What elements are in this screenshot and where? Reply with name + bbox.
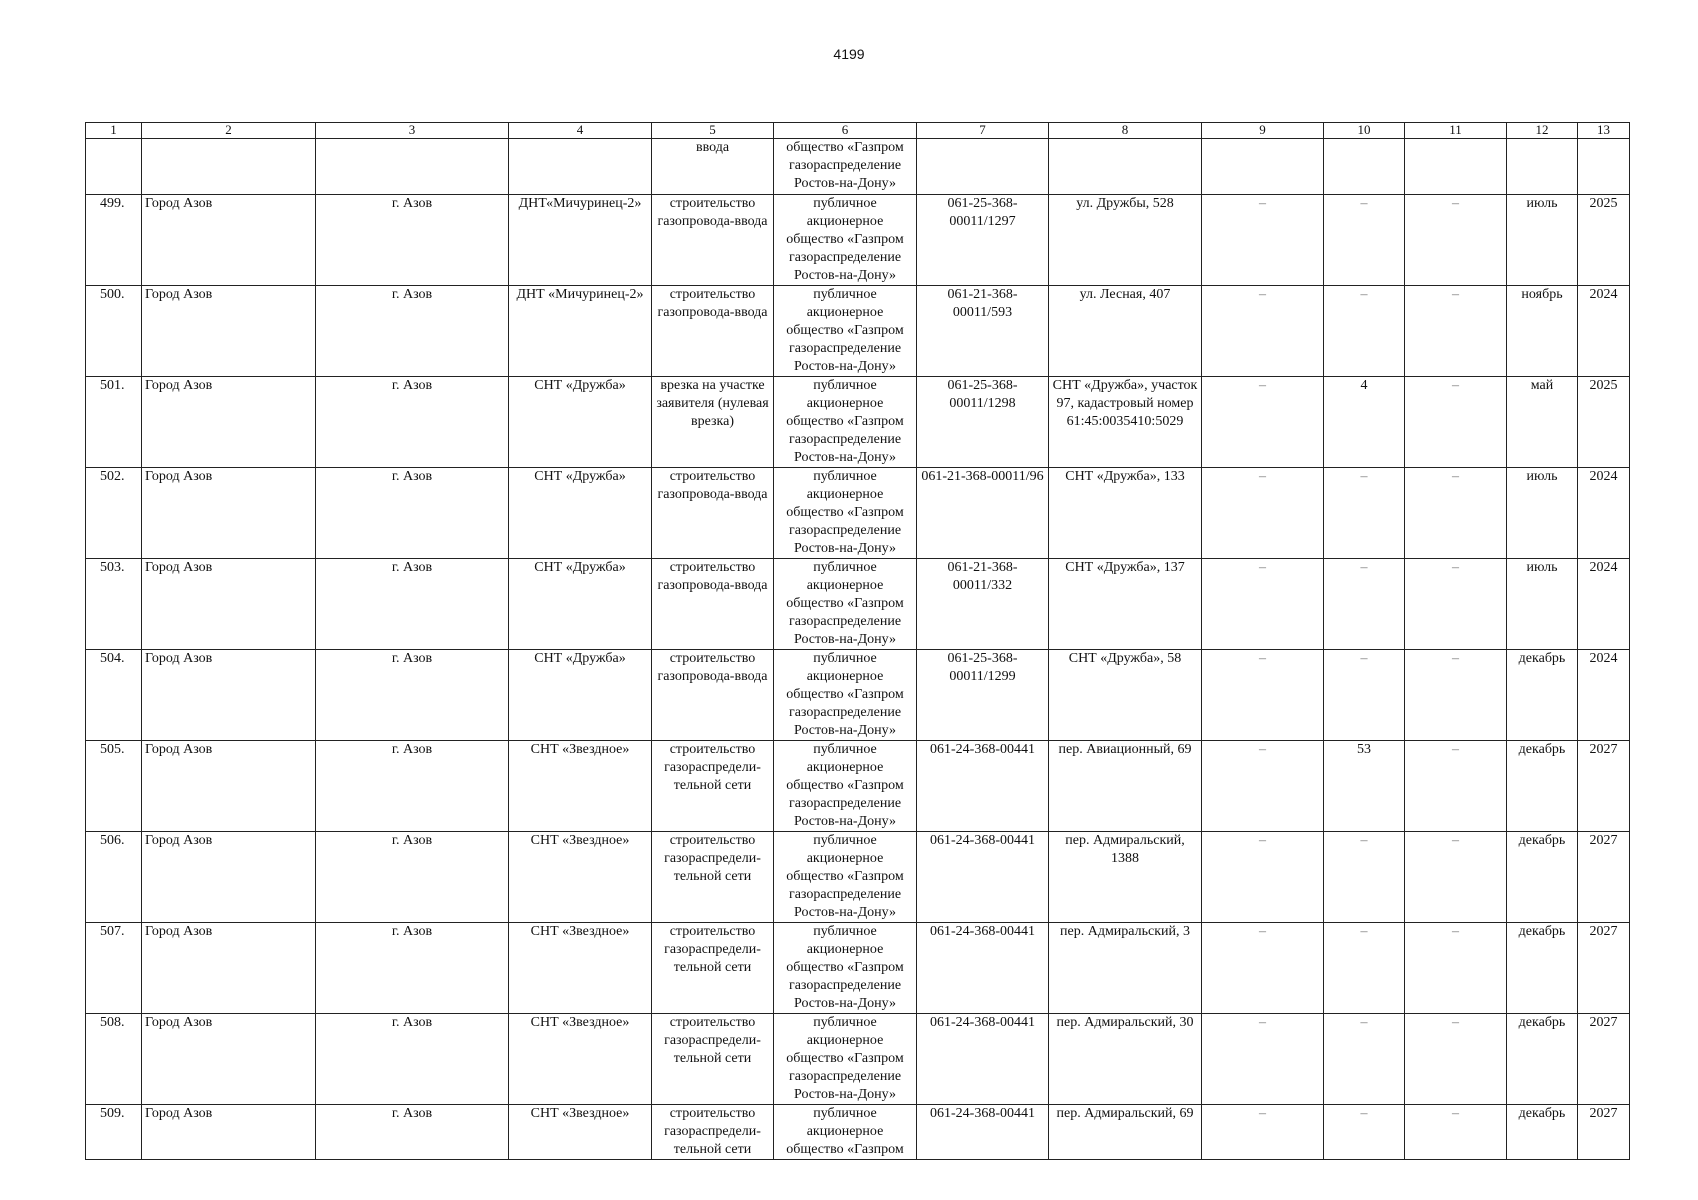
cell-col9: –	[1202, 377, 1324, 468]
cell-organization: публичное акционерное общество «Газпром газораспределение Ростов-на-Дону»	[774, 832, 917, 923]
cell-settlement: г. Азов	[316, 195, 509, 286]
cell-year: 2027	[1578, 1014, 1630, 1105]
cell-settlement: г. Азов	[316, 923, 509, 1014]
cell-settlement: г. Азов	[316, 377, 509, 468]
cell-col9: –	[1202, 1014, 1324, 1105]
cell-organization: общество «Газпром газораспределение Ростов-на-Дону»	[774, 139, 917, 195]
cell-year: 2025	[1578, 195, 1630, 286]
cell-object: СНТ «Звездное»	[509, 741, 652, 832]
cell-municipality: Город Азов	[142, 741, 316, 832]
cell-address: СНТ «Дружба», 58	[1049, 650, 1202, 741]
column-header-13: 13	[1578, 123, 1630, 139]
cell-work: строительство газопровода-ввода	[652, 650, 774, 741]
cell-object: СНТ «Дружба»	[509, 559, 652, 650]
column-header-3: 3	[316, 123, 509, 139]
column-header-4: 4	[509, 123, 652, 139]
cell-year: 2024	[1578, 650, 1630, 741]
continuation-row	[86, 139, 1630, 195]
cell-object: СНТ «Дружба»	[509, 377, 652, 468]
cell-month: декабрь	[1507, 650, 1578, 741]
table-row	[86, 741, 1630, 832]
cell-year: 2025	[1578, 377, 1630, 468]
cell-object: СНТ «Звездное»	[509, 832, 652, 923]
cell-col11: –	[1405, 195, 1507, 286]
cell-object: СНТ «Звездное»	[509, 923, 652, 1014]
cell-col9: –	[1202, 650, 1324, 741]
table-row	[86, 650, 1630, 741]
cell-number: 505.	[86, 741, 142, 832]
cell-settlement: г. Азов	[316, 468, 509, 559]
cell-code: 061-24-368-00441	[917, 1014, 1049, 1105]
cell-code: 061-24-368-00441	[917, 923, 1049, 1014]
cell-month: декабрь	[1507, 1014, 1578, 1105]
cell-organization: публичное акционерное общество «Газпром газораспределение Ростов-на-Дону»	[774, 286, 917, 377]
cell-number: 501.	[86, 377, 142, 468]
cell-col10: –	[1324, 650, 1405, 741]
column-number-row	[86, 123, 1630, 139]
cell-code: 061-21-368-00011/593	[917, 286, 1049, 377]
cell-col11: –	[1405, 650, 1507, 741]
cell-organization: публичное акционерное общество «Газпром газораспределение Ростов-на-Дону»	[774, 195, 917, 286]
cell-address: пер. Авиационный, 69	[1049, 741, 1202, 832]
cell-month: ноябрь	[1507, 286, 1578, 377]
cell-col11: –	[1405, 468, 1507, 559]
column-header-1: 1	[86, 123, 142, 139]
cell-address: СНТ «Дружба», 137	[1049, 559, 1202, 650]
table-row	[86, 832, 1630, 923]
cell-work: строительство газопровода-ввода	[652, 195, 774, 286]
cell-year: 2027	[1578, 1105, 1630, 1160]
table-row	[86, 923, 1630, 1014]
cell-col9: –	[1202, 1105, 1324, 1160]
cell-number: 509.	[86, 1105, 142, 1160]
column-header-10: 10	[1324, 123, 1405, 139]
cell-col11: –	[1405, 1105, 1507, 1160]
cell-col11: –	[1405, 741, 1507, 832]
cell-municipality: Город Азов	[142, 1014, 316, 1105]
cell-col10: –	[1324, 923, 1405, 1014]
cell-address: ул. Дружбы, 528	[1049, 195, 1202, 286]
cell-address: пер. Адмиральский, 30	[1049, 1014, 1202, 1105]
cell-year: 2024	[1578, 286, 1630, 377]
cell-month: декабрь	[1507, 923, 1578, 1014]
cell-work: строительство газораспредели-тельной сети	[652, 1014, 774, 1105]
cell-col10: 53	[1324, 741, 1405, 832]
cell-object: ДНТ«Мичуринец-2»	[509, 195, 652, 286]
column-header-7: 7	[917, 123, 1049, 139]
cell-organization: публичное акционерное общество «Газпром газораспределение Ростов-на-Дону»	[774, 468, 917, 559]
cell-col10: –	[1324, 286, 1405, 377]
cell-number: 507.	[86, 923, 142, 1014]
cell-work: строительство газопровода-ввода	[652, 559, 774, 650]
table-row	[86, 195, 1630, 286]
cell-number: 508.	[86, 1014, 142, 1105]
column-header-8: 8	[1049, 123, 1202, 139]
cell-month: июль	[1507, 195, 1578, 286]
cell-year: 2024	[1578, 468, 1630, 559]
table-row	[86, 468, 1630, 559]
cell-municipality: Город Азов	[142, 195, 316, 286]
column-header-5: 5	[652, 123, 774, 139]
column-header-6: 6	[774, 123, 917, 139]
cell-code: 061-25-368-00011/1297	[917, 195, 1049, 286]
cell-organization: публичное акционерное общество «Газпром	[774, 1105, 917, 1160]
cell-municipality: Город Азов	[142, 468, 316, 559]
cell-settlement: г. Азов	[316, 559, 509, 650]
cell-number: 503.	[86, 559, 142, 650]
cell-organization: публичное акционерное общество «Газпром газораспределение Ростов-на-Дону»	[774, 650, 917, 741]
cell-settlement: г. Азов	[316, 1014, 509, 1105]
cell-month: декабрь	[1507, 832, 1578, 923]
cell-municipality: Город Азов	[142, 377, 316, 468]
table-row	[86, 286, 1630, 377]
cell-month: май	[1507, 377, 1578, 468]
cell-work: ввода	[652, 139, 774, 195]
cell-settlement: г. Азов	[316, 286, 509, 377]
cell-settlement: г. Азов	[316, 741, 509, 832]
cell-col10: –	[1324, 559, 1405, 650]
table-row	[86, 559, 1630, 650]
cell-month: декабрь	[1507, 1105, 1578, 1160]
cell-col10: –	[1324, 832, 1405, 923]
cell-organization: публичное акционерное общество «Газпром газораспределение Ростов-на-Дону»	[774, 377, 917, 468]
cell-col10: –	[1324, 468, 1405, 559]
cell-object: СНТ «Звездное»	[509, 1105, 652, 1160]
cell-year: 2024	[1578, 559, 1630, 650]
cell-municipality: Город Азов	[142, 559, 316, 650]
cell-col11: –	[1405, 286, 1507, 377]
cell-code: 061-24-368-00441	[917, 832, 1049, 923]
cell-settlement: г. Азов	[316, 832, 509, 923]
cell-municipality: Город Азов	[142, 923, 316, 1014]
column-header-12: 12	[1507, 123, 1578, 139]
page-number: 4199	[833, 46, 865, 62]
column-header-9: 9	[1202, 123, 1324, 139]
cell-object: ДНТ «Мичуринец-2»	[509, 286, 652, 377]
cell-month: декабрь	[1507, 741, 1578, 832]
cell-col11: –	[1405, 559, 1507, 650]
cell-code: 061-24-368-00441	[917, 741, 1049, 832]
cell-municipality: Город Азов	[142, 832, 316, 923]
cell-work: строительство газораспредели-тельной сети	[652, 1105, 774, 1160]
cell-col11: –	[1405, 1014, 1507, 1105]
cell-year: 2027	[1578, 832, 1630, 923]
cell-col9: –	[1202, 286, 1324, 377]
cell-work: врезка на участке заявителя (нулевая врезка)	[652, 377, 774, 468]
cell-object: СНТ «Звездное»	[509, 1014, 652, 1105]
cell-organization: публичное акционерное общество «Газпром газораспределение Ростов-на-Дону»	[774, 741, 917, 832]
table-row	[86, 1014, 1630, 1105]
cell-year: 2027	[1578, 923, 1630, 1014]
cell-address: ул. Лесная, 407	[1049, 286, 1202, 377]
cell-municipality: Город Азов	[142, 650, 316, 741]
cell-address: пер. Адмиральский, 1388	[1049, 832, 1202, 923]
cell-work: строительство газопровода-ввода	[652, 286, 774, 377]
cell-col9: –	[1202, 559, 1324, 650]
cell-code: 061-25-368-00011/1299	[917, 650, 1049, 741]
cell-object: СНТ «Дружба»	[509, 650, 652, 741]
cell-col11: –	[1405, 832, 1507, 923]
cell-number: 506.	[86, 832, 142, 923]
cell-number: 499.	[86, 195, 142, 286]
cell-code: 061-24-368-00441	[917, 1105, 1049, 1160]
cell-settlement: г. Азов	[316, 1105, 509, 1160]
column-header-2: 2	[142, 123, 316, 139]
cell-col9: –	[1202, 195, 1324, 286]
cell-number: 504.	[86, 650, 142, 741]
cell-organization: публичное акционерное общество «Газпром газораспределение Ростов-на-Дону»	[774, 923, 917, 1014]
cell-number: 500.	[86, 286, 142, 377]
gas-objects-table	[85, 122, 1630, 1160]
cell-organization: публичное акционерное общество «Газпром газораспределение Ростов-на-Дону»	[774, 1014, 917, 1105]
cell-work: строительство газораспредели-тельной сети	[652, 741, 774, 832]
cell-month: июль	[1507, 468, 1578, 559]
cell-settlement: г. Азов	[316, 650, 509, 741]
cell-work: строительство газопровода-ввода	[652, 468, 774, 559]
cell-address: СНТ «Дружба», участок 97, кадастровый номер 61:45:0035410:5029	[1049, 377, 1202, 468]
cell-col10: 4	[1324, 377, 1405, 468]
table-row	[86, 1105, 1630, 1160]
cell-col9: –	[1202, 741, 1324, 832]
column-header-11: 11	[1405, 123, 1507, 139]
cell-col10: –	[1324, 195, 1405, 286]
cell-code: 061-21-368-00011/96	[917, 468, 1049, 559]
cell-col11: –	[1405, 923, 1507, 1014]
table-row	[86, 377, 1630, 468]
cell-work: строительство газораспредели-тельной сети	[652, 832, 774, 923]
cell-month: июль	[1507, 559, 1578, 650]
cell-col11: –	[1405, 377, 1507, 468]
cell-address: пер. Адмиральский, 3	[1049, 923, 1202, 1014]
cell-address: пер. Адмиральский, 69	[1049, 1105, 1202, 1160]
cell-address: СНТ «Дружба», 133	[1049, 468, 1202, 559]
cell-col9: –	[1202, 468, 1324, 559]
cell-organization: публичное акционерное общество «Газпром газораспределение Ростов-на-Дону»	[774, 559, 917, 650]
cell-col10: –	[1324, 1105, 1405, 1160]
cell-code: 061-25-368-00011/1298	[917, 377, 1049, 468]
cell-col9: –	[1202, 923, 1324, 1014]
cell-municipality: Город Азов	[142, 286, 316, 377]
cell-year: 2027	[1578, 741, 1630, 832]
cell-number: 502.	[86, 468, 142, 559]
cell-col9: –	[1202, 832, 1324, 923]
cell-code: 061-21-368-00011/332	[917, 559, 1049, 650]
cell-object: СНТ «Дружба»	[509, 468, 652, 559]
cell-col10: –	[1324, 1014, 1405, 1105]
cell-work: строительство газораспредели-тельной сети	[652, 923, 774, 1014]
cell-municipality: Город Азов	[142, 1105, 316, 1160]
